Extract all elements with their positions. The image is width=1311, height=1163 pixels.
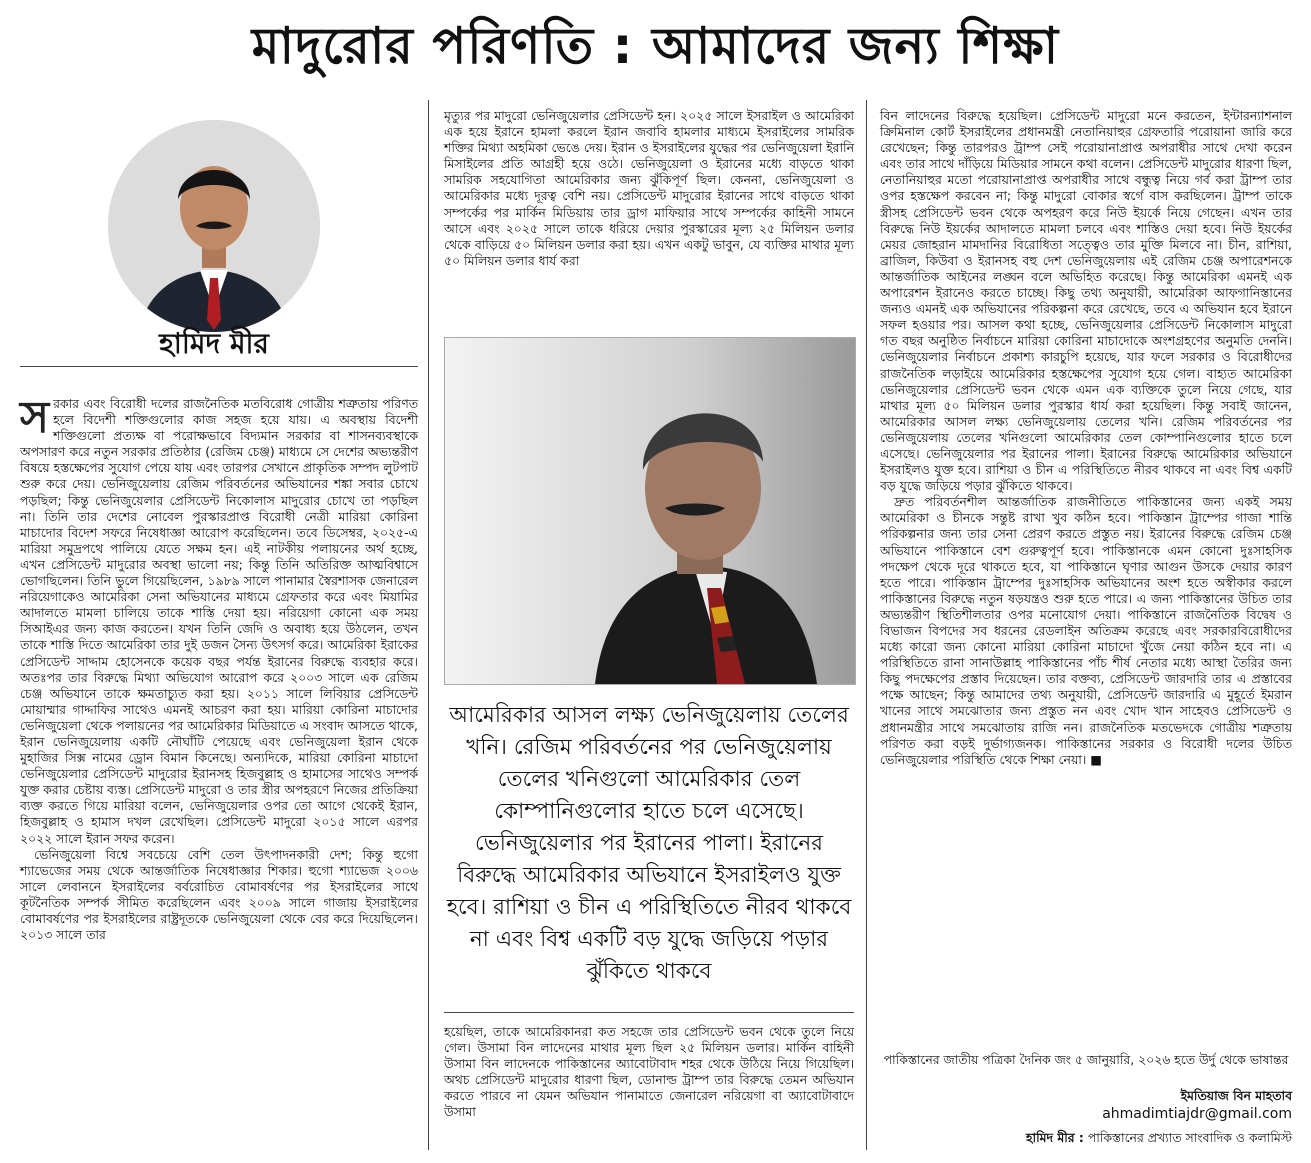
column-divider-2 [866, 100, 867, 1150]
article-paragraph-text: রকার এবং বিরোধী দলের রাজনৈতিক মতবিরোধ গোত্রীয় শত্রুতায় পরিণত হলে বিদেশী শক্তিগুলোর কাজ সহজ হয়ে যায়। এ অবস্থায় বিদেশী শক্তিগুলো প্রত্যক্ষ বা পরোক্ষভাবে বিদ্যমান সরকার বা শাসনব্যবস্থাকে অপসারণ করে নতুন সরকার প্রতিষ্ঠার (রেজিম চেঞ্জ) মাধ্যমে সে দেশের অভ্যন্তরীণ বিষয়ে হস্তক্ষেপের সুযোগ পেয়ে যায় এবং তারপর সেখানে প্রাকৃতিক সম্পদ লুটপাট শুরু করে দেয়। ভেনিজুয়েলায় রেজিম পরিবর্তনের অভিযানের শঙ্কা সবার চোখে পড়ছিল; কিন্তু ভেনিজুয়েলার প্রেসিডেন্ট নিকোলাস মাদুরোর চোখে তা পড়ছিল না। তিনি তার দেশের নোবেল পুরস্কারপ্রাপ্ত বিরোধী নেত্রী মারিয়া কোরিনা মাচাদোর বিদেশ সফরে নিষেধাজ্ঞা আরোপ করেছিলেন। তবে ডিসেম্বর, ২০২৫-এ মারিয়া সমুদ্রপথে পালিয়ে যেতে সক্ষম হন। এই নাটকীয় পলায়নের অর্থ হচ্ছে, এখন প্রেসিডেন্ট মাদুরোর অবস্থা ভালো নয়; কিন্তু তিনি অতিরিক্ত আত্মবিশ্বাসে ভোগছিলেন। তিনি ভুলে গিয়েছিলেন, ১৯৮৯ সালে পানামার স্বৈরশাসক জেনারেল নরিয়েগাকেও আমেরিকা সেনা অভিযানের মাধ্যমে গ্রেফতার করে এবং মিয়ামির আদালতে মামলা চালিয়ে তাকে শাস্তি দেয়া হয়। নরিয়েগা কোনো এক সময় সিআইএর জন্য কাজ করতেন। যখন তিনি জেদি ও অবাধ্য হয়ে উঠলেন, তখন তাকে শাস্তি দিতে আমেরিকা তার দুই ডজন সৈন্য উৎসর্গ করে। আমেরিকা ইরাকের প্রেসিডেন্ট সাদ্দাম হোসেনকে কয়েক বছর পর্যন্ত ইরানের বিরুদ্ধে ব্যবহার করে। অতঃপর তার বিরুদ্ধে মিথ্যা অভিযোগ আরোপ করে ২০০৩ সালে এক রেজিম চেঞ্জ অভিযানে তাকে ক্ষমতাচ্যুত করা হয়। ২০১১ সালে লিবিয়ার প্রেসিডেন্ট মোয়াম্মার গাদ্দাফির সাথেও এমনই আচরণ করা হয়। মারিয়া কোরিনা মাচাদোর ভেনিজুয়েলা থেকে পলায়নের পর আমেরিকার মিডিয়াতে এ সংবাদ আসতে থাকে, ইরান ভেনিজুয়েলায় একটি নৌঘাঁটি পেয়েছে এবং ভেনিজুয়েলা ইরান থেকে মুহাজির সিক্স নামের ড্রোন বিমান কিনেছে। অন্যদিকে, মারিয়া কোরিনা মাচাদো ভেনিজুয়েলার প্রেসিডেন্ট মাদুরোর ইরানসহ হিজবুল্লাহ ও হামাসের সাথেও সম্পর্ক যুক্ত করার চেষ্টায় ব্যস্ত। প্রেসিডেন্ট মাদুরো ও তার স্ত্রীর অপহরণে নিজের প্রতিক্রিয়া ব্যক্ত করতে গিয়ে মারিয়া বলেন, ভেনিজুয়েলার ওপর তো আগে থেকেই ইরান, হিজবুল্লাহ ও হামাস দখল রেখেছিল। প্রেসিডেন্ট মাদুরো ২০১৫ সালে এরপর ২০২২ সালে ইরান সফর করেন। [20, 396, 418, 846]
translator-email: ahmadimtiajdr@gmail.com [1102, 1106, 1292, 1122]
article-photo-illustration [445, 338, 855, 684]
author-bio [880, 1130, 1292, 1146]
drop-cap: স [20, 392, 50, 443]
headline: মাদুরোর পরিণতি : আমাদের জন্য শিক্ষা [251, 17, 1060, 75]
article-paragraph: হয়েছিল, তাকে আমেরিকানরা কত সহজে তার প্রেসিডেন্ট ভবন থেকে তুলে নিয়ে গেল। উসামা বিন লাদেনের মাথার মূল্য ছিল ২৫ মিলিয়ন ডলার। মার্কিন বাহিনী উসামা বিন লাদেনকে পাকিস্তানের অ্যাবোটাবাদ শহর থেকে উঠিয়ে নিয়ে গিয়েছিল। অথচ প্রেসিডেন্ট মাদুরোর ধারণা ছিল, ডোনাল্ড ট্রাম্প তার বিরুদ্ধে তেমন অভিযান করতে পারবে না যেমন অভিযান পানামাতে জেনারেল নরিয়েগা বা অ্যাবোটাবাদে উসামা [444, 1024, 854, 1120]
author-divider [20, 366, 418, 367]
pull-quote-divider [444, 1012, 854, 1013]
column-divider-1 [428, 100, 429, 1150]
article-column-2-top [444, 108, 854, 269]
author-name: হামিদ মীর [159, 327, 269, 360]
article-paragraph [20, 392, 418, 847]
article-column-3 [880, 108, 1292, 768]
article-paragraph: ভেনিজুয়েলা বিশ্বে সবচেয়ে বেশি তেল উৎপাদনকারী দেশ; কিন্তু হুগো শ্যাভেজের সময় থেকে আন্তর্জাতিক নিষেধাজ্ঞার শিকার। হুগো শ্যাভেজ ২০০৬ সালে লেবাননে ইসরাইলের বর্বরোচিত বোমাবর্ষণের পর ইসরাইলের সাথে কূটনৈতিক সম্পর্ক সীমিত করেছিলেন এবং ২০০৯ সালে গাজায় ইসরাইলের বোমাবর্ষণের পর ইসরাইলের রাষ্ট্রদূতকে ভেনিজুয়েলা থেকে বের করে দিয়েছিলেন। ২০১৩ সালে তার [20, 846, 418, 943]
translation-note: পাকিস্তানের জাতীয় পত্রিকা দৈনিক জং ৫ জানুয়ারি, ২০২৬ হতে উর্দু থেকে ভাষান্তর [883, 1052, 1289, 1067]
author-bio-name: হামিদ মীর : [1026, 1130, 1084, 1145]
article-paragraph: বিন লাদেনের বিরুদ্ধে হয়েছিল। প্রেসিডেন্ট মাদুরো মনে করতেন, ইন্টারন্যাশনাল ক্রিমিনাল কোর্ট ইসরাইলের প্রধানমন্ত্রী নেতানিয়াহুর গ্রেফতারি পরোয়ানা জারি করে রেখেছেন; কিন্তু তারপরও ট্রাম্প সেই পরোয়ানাপ্রাপ্ত অপরাধীর সাথে দেখা করেন এবং তার সাথে দাঁড়িয়ে মিডিয়ার সামনে কথা বলেন। প্রেসিডেন্ট মাদুরোর ধারণা ছিল, নেতানিয়াহুর মতো পরোয়ানাপ্রাপ্ত অপরাধীর সাথে বন্ধুত্ব নিয়ে গর্ব করা ট্রাম্প তার ওপর হস্তক্ষেপ করবেন না; কিন্তু মাদুরো বোকার স্বর্গে বাস করছিলেন। ট্রাম্প তাকে স্ত্রীসহ প্রেসিডেন্ট ভবন থেকে অপহরণ করে নিউ ইয়র্কে নিয়ে গেছেন। এখন তার বিরুদ্ধে নিউ ইয়র্কের আদালতে মামলা চলবে এবং শাস্তিও দেয়া হবে। নিউ ইয়র্কের মেয়র জোহরান মামদানির বিরোধিতা সত্ত্বেও তার মুক্তি মিলবে না। চীন, রাশিয়া, ব্রাজিল, কিউবা ও ইরানসহ বহু দেশ ভেনিজুয়েলায় এই রেজিম চেঞ্জ অপারেশনকে আন্তর্জাতিক আইনের লঙ্ঘন বলে অভিহিত করেছে। কিন্তু আমেরিকা এমনই এক অপারেশন ইরানেও করতে চাচ্ছে। কিছু তথ্য অনুযায়ী, আমেরিকা আফগানিস্তানের জন্যও এমনই এক অভিযানের পরিকল্পনা করে রেখেছে, তবে এ অভিযান হবে ইরানে সফল হওয়ার পর। আসল কথা হচ্ছে, ভেনিজুয়েলার প্রেসিডেন্ট নিকোলাস মাদুরো গত বছর অনুষ্ঠিত নির্বাচনে মারিয়া কোরিনা মাচাদোকে অংশগ্রহণের অনুমতি দেননি। ভেনিজুয়েলার নির্বাচনে প্রকাশ্য কারচুপি হয়েছে, যার ফলে সরকার ও বিরোধীদের রাজনৈতিক লড়াইয়ে আমেরিকার হস্তক্ষেপের সুযোগ হয়ে গেল। বাহ্যত আমেরিকা ভেনিজুয়েলার প্রেসিডেন্ট ভবন থেকে এমন এক ব্যক্তিকে তুলে নিয়ে গেছে, যার মাথার মূল্য ৫০ মিলিয়ন ডলার পুরস্কার ধার্য করা হয়েছিল। কিন্তু সবাই জানেন, আমেরিকার আসল লক্ষ্য ভেনিজুয়েলায় তেলের খনি। রেজিম পরিবর্তনের পর ভেনিজুয়েলায় তেলের খনিগুলো আমেরিকার তেল কোম্পানিগুলোর হাতে চলে এসেছে। ভেনিজুয়েলার পর ইরানের পালা। ইরানের বিরুদ্ধে আমেরিকার অভিযানে ইসরাইলও যুক্ত হবে। রাশিয়া ও চীন এ পরিস্থিতিতে নীরব থাকবে না এবং বিশ্ব একটি বড় যুদ্ধে জড়িয়ে পড়ার ঝুঁকিতে থাকবে। [880, 108, 1292, 494]
author-portrait-illustration [108, 120, 320, 332]
author-bio-desc: পাকিস্তানের প্রখ্যাত সাংবাদিক ও কলামিস্ট [1087, 1130, 1292, 1145]
pull-quote: আমেরিকার আসল লক্ষ্য ভেনিজুয়েলায় তেলের খনি। রেজিম পরিবর্তনের পর ভেনিজুয়েলায় তেলের খনিগুলো আমেরিকার তেল কোম্পানিগুলোর হাতে চলে এসেছে। ভেনিজুয়েলার পর ইরানের পালা। ইরানের বিরুদ্ধে আমেরিকার অভিযানে ইসরাইলও যুক্ত হবে। রাশিয়া ও চীন এ পরিস্থিতিতে নীরব থাকবে না এবং বিশ্ব একটি বড় যুদ্ধে জড়িয়ে পড়ার ঝুঁকিতে থাকবে [446, 703, 852, 984]
article-column-1 [20, 392, 418, 943]
author-portrait [108, 120, 320, 332]
article-paragraph: মৃত্যুর পর মাদুরো ভেনিজুয়েলার প্রেসিডেন্ট হন। ২০২৫ সালে ইসরাইল ও আমেরিকা এক হয়ে ইরানে হামলা করলে ইরান জবাবি হামলার মাধ্যমে ইসরাইলের সামরিক শক্তির মিথ্যা অহমিকা ভেঙে দেয়। ইরান ও ইসরাইলের যুদ্ধের পর ভেনিজুয়েলা ইরানি মিসাইলের প্রতি আগ্রহী হয়ে ওঠে। ভেনিজুয়েলা ও ইরানের মধ্যে বাড়তে থাকা সামরিক সহযোগিতা আমেরিকার জন্য ঝুঁকিপূর্ণ ছিল। কেননা, ভেনিজুয়েলা ও আমেরিকার মধ্যে দূরত্ব বেশি নয়। প্রেসিডেন্ট মাদুরোর ইরানের সাথে বাড়তে থাকা সম্পর্কের পর মার্কিন মিডিয়ায় তার ড্রাগ মাফিয়ার সাথে সম্পর্কের কাহিনী সামনে আসে এবং ২০২৫ সালে তাকে ধরিয়ে দেয়ার পুরস্কারের মূল্য ২৫ মিলিয়ন ডলার থেকে বাড়িয়ে ৫০ মিলিয়ন ডলার করা হয়। এখন একটু ভাবুন, যে ব্যক্তির মাথার মূল্য ৫০ মিলিয়ন ডলার ধার্য করা [444, 108, 854, 268]
article-paragraph: দ্রুত পরিবর্তনশীল আন্তর্জাতিক রাজনীতিতে পাকিস্তানের জন্য একই সময় আমেরিকা ও চীনকে সন্তুষ্ট রাখা খুব কঠিন হবে। পাকিস্তান ট্রাম্পের গাজা শান্তি পরিকল্পনার জন্য তার সেনা প্রেরণ করতে প্রস্তুত নয়। ইরানের বিরুদ্ধে রেজিম চেঞ্জ অভিযানে পাকিস্তানে বেশ গুরুত্বপূর্ণ হবে। পাকিস্তানকে এমন কোনো দুঃসাহসিক পদক্ষেপ থেকে দূরে থাকতে হবে, যা পাকিস্তানে ঘৃণার আগুন উসকে দেয়ার কারণ হতে পারে। পাকিস্তান ট্রাম্পের দুঃসাহসিক অভিযানের অংশ হতে অস্বীকার করলে পাকিস্তানের বিরুদ্ধে নতুন ষড়যন্ত্রও শুরু হতে পারে। এ জন্য পাকিস্তানের উচিত তার অভ্যন্তরীণ স্থিতিশীলতার ওপর মনোযোগ দেয়া। পাকিস্তানে রাজনৈতিক বিদ্বেষ ও বিভাজন বিপদের সব ধরনের রেডলাইন অতিক্রম করেছে এবং সরকারবিরোধীদের মধ্যে কারো জন্য কোনো মারিয়া কোরিনা মাচাদো খুঁজে নেয়া কঠিন হবে না। এ পরিস্থিতিতে রানা সানাউল্লাহ পাকিস্তানের পাঁচ শীর্ষ নেতার মধ্যে আস্থা তৈরির জন্য কিছু পদক্ষেপের প্রস্তাব দিয়েছেন। তার বক্তব্য, প্রেসিডেন্ট জারদারি তার এ প্রস্তাবের পক্ষে আছেন; কিন্তু আমাদের তথ্য অনুযায়ী, প্রেসিডেন্ট জারদারি এ মুহূর্তে ইমরান খানের সাথে সমঝোতার জন্য প্রস্তুত নন এবং খোদ খান সাহেবও প্রেসিডেন্ট ও প্রধানমন্ত্রীর সাথে সমঝোতায় রাজি নন। রাজনৈতিক মতভেদকে গোত্রীয় শত্রুতায় পরিণত করা বড়ই দুর্ভাগ্যজনক। পাকিস্তানের সরকার ও বিরোধী দলের উচিত ভেনিজুয়েলার পরিস্থিতি থেকে শিক্ষা নেয়া। ■ [880, 494, 1292, 767]
article-column-2-bottom [444, 1024, 854, 1121]
article-photo [444, 337, 856, 685]
translator-name: ইমতিয়াজ বিন মাহতাব [1180, 1088, 1292, 1103]
